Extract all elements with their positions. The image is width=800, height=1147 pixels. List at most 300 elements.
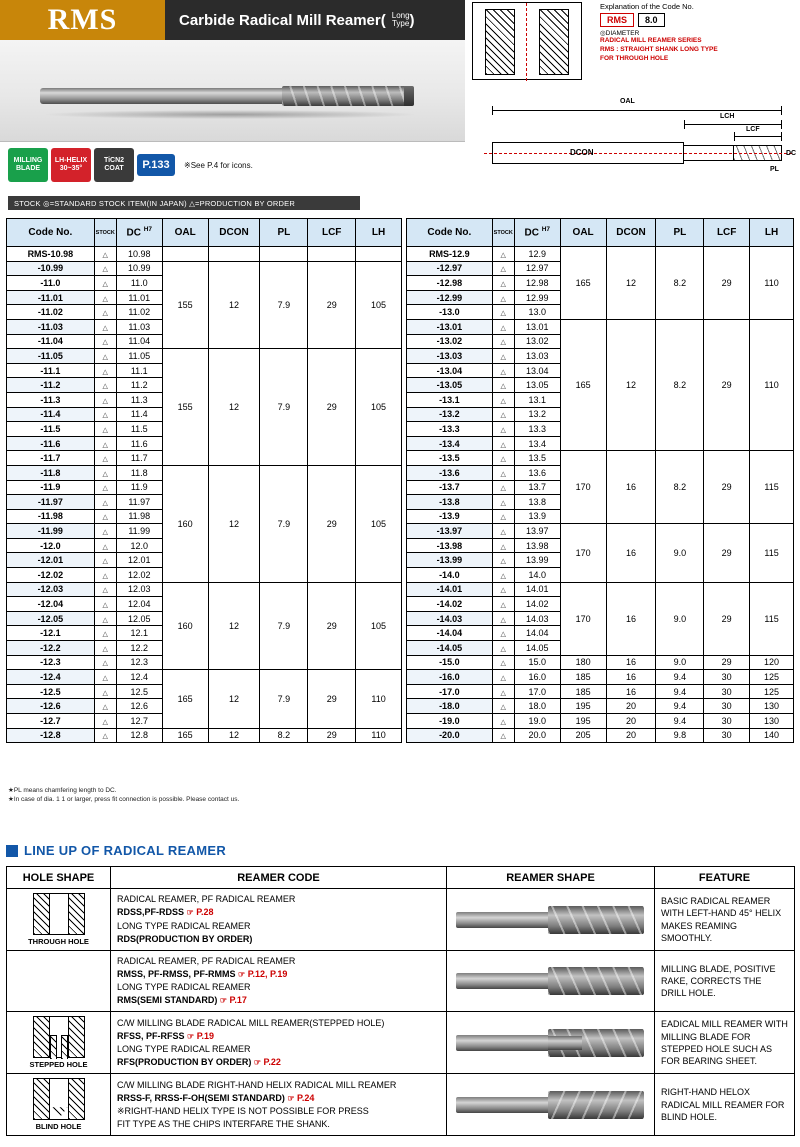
cell-stock: △ — [94, 670, 116, 685]
cell-dc: 12.1 — [116, 626, 162, 641]
col-code-no: Code No. — [7, 219, 95, 247]
cell-dc: 11.05 — [116, 349, 162, 364]
cell-dc: 13.97 — [514, 524, 560, 539]
cell-dc: 14.02 — [514, 597, 560, 612]
cell-lh: 105 — [356, 349, 402, 466]
cell-code-no: -11.02 — [7, 305, 95, 320]
hatch-right — [68, 894, 84, 934]
spec-table-left-body — [7, 247, 402, 743]
lineup-col-hole-shape: HOLE SHAPE — [7, 867, 111, 889]
reamer-shape-photo — [456, 959, 646, 1003]
cell-stock: △ — [492, 276, 514, 291]
cell-dc: 13.05 — [514, 378, 560, 393]
cell-pl: 9.4 — [656, 670, 704, 685]
cell-dc: 17.0 — [514, 684, 560, 699]
cell-dcon: 20 — [606, 699, 656, 714]
cell-dc: 16.0 — [514, 670, 560, 685]
cell-pl: 8.2 — [260, 728, 308, 743]
lineup-col-feature: FEATURE — [655, 867, 795, 889]
cell-dc: 11.01 — [116, 290, 162, 305]
brand-label: RMS — [47, 3, 118, 36]
dim-line-oal — [492, 110, 782, 111]
cell-stock: △ — [94, 626, 116, 641]
cell-dc: 11.9 — [116, 480, 162, 495]
cell-stock: △ — [94, 261, 116, 276]
cell-pl: 7.9 — [260, 670, 308, 728]
reamer-shape-photo — [456, 898, 646, 942]
cell-dc: 11.02 — [116, 305, 162, 320]
reamer-shape-photo — [456, 1021, 646, 1065]
cell-stock: △ — [94, 509, 116, 524]
hole-shape-label: THROUGH HOLE — [28, 937, 89, 946]
cell-code-no: -12.0 — [7, 538, 95, 553]
cell-dc: 12.6 — [116, 699, 162, 714]
cell-stock: △ — [94, 290, 116, 305]
cell-code-no: -13.0 — [407, 305, 493, 320]
cell-code-no: -12.04 — [7, 597, 95, 612]
cell-code-no: -12.05 — [7, 611, 95, 626]
cell-lh: 115 — [750, 524, 794, 582]
table-row — [7, 261, 402, 276]
dim-label-pl: PL — [770, 166, 779, 173]
spec-table-left-wrap — [6, 218, 402, 743]
cell-dc: 12.04 — [116, 597, 162, 612]
cell-code-no: -13.9 — [407, 509, 493, 524]
cell-code-no: -12.98 — [407, 276, 493, 291]
cell-dcon: 12 — [208, 728, 260, 743]
code-line: RRSS-F, RRSS-F-OH(SEMI STANDARD) ☞ P.24 — [117, 1092, 315, 1103]
hole-bottom — [50, 1107, 68, 1119]
section-hatch-left — [485, 9, 515, 75]
cell-lcf: 29 — [308, 349, 356, 466]
code-line: RDS(PRODUCTION BY ORDER) — [117, 933, 253, 944]
cell-pl: 8.2 — [656, 319, 704, 450]
cell-dc: 13.7 — [514, 480, 560, 495]
cell-code-no: -13.3 — [407, 422, 493, 437]
code-explanation — [600, 2, 796, 63]
cell-stock: △ — [492, 436, 514, 451]
cell-dcon: 12 — [208, 582, 260, 670]
cell-code-no: -14.01 — [407, 582, 493, 597]
cell-dc: 13.3 — [514, 422, 560, 437]
code-line: ※RIGHT-HAND HELIX TYPE IS NOT POSSIBLE FOR PRESS — [117, 1105, 369, 1116]
cell-dc: 11.0 — [116, 276, 162, 291]
cell-dc: 11.1 — [116, 363, 162, 378]
cell-code-no: -11.2 — [7, 378, 95, 393]
cell-stock: △ — [492, 378, 514, 393]
pointer-icon: ☞ — [186, 908, 194, 918]
cell-dcon: 16 — [606, 684, 656, 699]
code-line: RFS(PRODUCTION BY ORDER) ☞ P.22 — [117, 1056, 281, 1067]
hatch-left — [34, 894, 50, 934]
table-row — [407, 582, 794, 597]
cell-code-no: -13.01 — [407, 319, 493, 334]
col-lcf: LCF — [704, 219, 750, 247]
cell-lcf: 29 — [704, 582, 750, 655]
cell-oal: 195 — [560, 699, 606, 714]
cell-code-no: -14.02 — [407, 597, 493, 612]
table-row — [407, 684, 794, 699]
product-title-bar — [165, 0, 465, 40]
cell-pl: 8.2 — [656, 247, 704, 320]
cell-dc: 13.0 — [514, 305, 560, 320]
badge-line: P.133 — [142, 158, 170, 171]
cell-stock: △ — [492, 641, 514, 656]
cell-oal: 160 — [162, 465, 208, 582]
page-reference[interactable]: P.19 — [196, 1030, 215, 1041]
code-explanation-series-note — [600, 37, 796, 63]
cell-code-no: -13.5 — [407, 451, 493, 466]
table-row — [407, 728, 794, 743]
cell-code-no: -15.0 — [407, 655, 493, 670]
lineup-feature-cell: EADICAL MILL REAMER WITH MILLING BLADE FOR STEPPED HOLE SUCH AS FOR BEARING SHEET. — [655, 1012, 795, 1074]
table-header-row — [407, 219, 794, 247]
cell-stock: △ — [94, 392, 116, 407]
page-reference[interactable]: P.22 — [263, 1056, 281, 1067]
cell-oal: 180 — [560, 655, 606, 670]
cell-lh: 125 — [750, 670, 794, 685]
spec-table-left — [6, 218, 402, 743]
lineup-reamer-shape-cell — [447, 889, 655, 951]
cell-stock: △ — [492, 524, 514, 539]
cell-dcon: 16 — [606, 655, 656, 670]
reamer-flutes — [548, 906, 644, 934]
through-hole-icon — [33, 893, 85, 935]
table-row — [407, 319, 794, 334]
cell-stock: △ — [94, 538, 116, 553]
cell-code-no: -12.2 — [7, 641, 95, 656]
code-line: LONG TYPE RADICAL REAMER — [117, 1043, 251, 1054]
cell-oal — [162, 247, 208, 262]
dim-tick — [684, 120, 685, 129]
cell-stock: △ — [94, 699, 116, 714]
badge-milling-blade — [8, 148, 48, 182]
cell-lcf: 29 — [308, 261, 356, 349]
cell-lh: 110 — [356, 670, 402, 728]
cell-dc: 12.05 — [116, 611, 162, 626]
cell-dc: 13.03 — [514, 349, 560, 364]
stepped-hole-icon — [33, 1016, 85, 1058]
cell-lcf: 29 — [308, 465, 356, 582]
cell-dc: 10.99 — [116, 261, 162, 276]
code-line: RFSS, PF-RFSS ☞ P.19 — [117, 1030, 215, 1041]
cell-code-no: -11.97 — [7, 495, 95, 510]
code-line: LONG TYPE RADICAL REAMER — [117, 920, 251, 931]
cell-code-no: RMS-10.98 — [7, 247, 95, 262]
cell-stock: △ — [94, 319, 116, 334]
cell-dcon: 12 — [606, 319, 656, 450]
cell-code-no: -13.02 — [407, 334, 493, 349]
brand-badge — [0, 0, 165, 40]
cell-stock: △ — [492, 319, 514, 334]
cell-dc: 11.99 — [116, 524, 162, 539]
cell-pl: 8.2 — [656, 451, 704, 524]
cell-code-no: -14.05 — [407, 641, 493, 656]
cell-dc: 12.3 — [116, 655, 162, 670]
hole-section-drawing — [472, 2, 582, 80]
page-reference[interactable]: P.17 — [229, 995, 247, 1006]
cell-dcon: 12 — [208, 670, 260, 728]
cell-dc: 12.8 — [116, 728, 162, 743]
cell-pl: 9.8 — [656, 728, 704, 743]
cell-stock: △ — [94, 714, 116, 729]
cell-stock: △ — [492, 714, 514, 729]
footnote-line: ★In case of dia. 1 1 or larger, press fit connection is possible. Please contact us. — [8, 796, 240, 804]
cell-dc: 12.01 — [116, 553, 162, 568]
cell-dc: 13.1 — [514, 392, 560, 407]
dim-label-oal: OAL — [620, 98, 635, 105]
cell-oal: 170 — [560, 451, 606, 524]
pointer-icon: ☞ — [253, 1057, 262, 1067]
cell-dc: 11.97 — [116, 495, 162, 510]
cell-lh: 130 — [750, 699, 794, 714]
cell-stock: △ — [492, 509, 514, 524]
cell-stock: △ — [94, 349, 116, 364]
cell-code-no: -20.0 — [407, 728, 493, 743]
lineup-col-reamer-shape: REAMER SHAPE — [447, 867, 655, 889]
reamer-shank — [456, 973, 552, 989]
cell-stock: △ — [492, 699, 514, 714]
code-chip-series: RMS — [600, 13, 634, 27]
cell-dc: 12.7 — [116, 714, 162, 729]
dim-tick — [734, 132, 735, 141]
dim-tick — [781, 132, 782, 141]
cell-dc: 12.0 — [116, 538, 162, 553]
cell-lcf: 29 — [704, 655, 750, 670]
cell-stock: △ — [492, 407, 514, 422]
cell-code-no: -13.1 — [407, 392, 493, 407]
cell-lcf: 29 — [704, 524, 750, 582]
cell-dc: 12.5 — [116, 684, 162, 699]
lineup-feature-cell: BASIC RADICAL REAMER WITH LEFT-HAND 45° HELIX MAKES REAMING SMOOTHLY. — [655, 889, 795, 951]
title-subtype-bottom: Type — [391, 19, 410, 28]
code-explanation-title: Explanation of the Code No. — [600, 2, 694, 11]
hatch-right — [68, 1017, 84, 1057]
code-line: RADICAL REAMER, PF RADICAL REAMER — [117, 956, 296, 966]
lineup-header-row — [7, 867, 795, 889]
page-reference[interactable]: P.24 — [297, 1092, 315, 1103]
cell-lh — [356, 247, 402, 262]
cell-code-no: -17.0 — [407, 684, 493, 699]
step-right — [61, 1035, 68, 1059]
page-reference[interactable]: P.12, P.19 — [247, 969, 288, 980]
col-lcf: LCF — [308, 219, 356, 247]
page-reference[interactable]: P.28 — [196, 907, 214, 918]
lineup-reamer-code-cell — [111, 1012, 447, 1074]
cell-dc: 11.04 — [116, 334, 162, 349]
cell-stock: △ — [94, 363, 116, 378]
cell-stock: △ — [94, 553, 116, 568]
blind-hole-icon — [33, 1078, 85, 1120]
cell-dc: 19.0 — [514, 714, 560, 729]
cell-code-no: -11.1 — [7, 363, 95, 378]
cell-dc: 12.9 — [514, 247, 560, 262]
cell-dc: 13.9 — [514, 509, 560, 524]
cell-stock: △ — [94, 582, 116, 597]
reamer-flutes — [548, 1091, 644, 1119]
table-row — [7, 728, 402, 743]
cell-stock: △ — [94, 641, 116, 656]
cell-code-no: -11.99 — [7, 524, 95, 539]
cell-dc: 12.98 — [514, 276, 560, 291]
cell-code-no: -11.7 — [7, 451, 95, 466]
cell-code-no: -11.8 — [7, 465, 95, 480]
cell-code-no: -12.3 — [7, 655, 95, 670]
cell-code-no: -13.05 — [407, 378, 493, 393]
cell-code-no: -12.6 — [7, 699, 95, 714]
cell-code-no: -11.0 — [7, 276, 95, 291]
cell-oal: 170 — [560, 524, 606, 582]
cell-dc: 11.6 — [116, 436, 162, 451]
page-title: Carbide Radical Mill Reamer — [179, 11, 381, 29]
section-hatch-right — [539, 9, 569, 75]
cell-oal: 155 — [162, 349, 208, 466]
cell-code-no: -13.98 — [407, 538, 493, 553]
code-line: RMSS, PF-RMSS, PF-RMMS ☞ P.12, P.19 — [117, 969, 288, 980]
cell-stock: △ — [492, 670, 514, 685]
cell-code-no: -16.0 — [407, 670, 493, 685]
dim-label-dc: DC — [786, 150, 797, 157]
cell-code-no: -10.99 — [7, 261, 95, 276]
product-header — [0, 0, 465, 40]
feature-badges — [8, 148, 253, 182]
col-dcon: DCON — [606, 219, 656, 247]
cell-stock: △ — [94, 684, 116, 699]
code-note-line: RMS : STRAIGHT SHANK LONG TYPE — [600, 45, 718, 53]
cell-lh: 125 — [750, 684, 794, 699]
lineup-reamer-code-cell — [111, 889, 447, 951]
cell-lh: 115 — [750, 451, 794, 524]
cell-stock: △ — [94, 334, 116, 349]
cell-code-no: -13.04 — [407, 363, 493, 378]
cell-oal: 205 — [560, 728, 606, 743]
cell-lcf: 29 — [704, 451, 750, 524]
reamer-shank — [456, 1097, 552, 1113]
footnote-line: ★PL means chamfering length to DC. — [8, 787, 117, 794]
cell-lh: 105 — [356, 582, 402, 670]
badge-page-ref[interactable] — [137, 154, 175, 176]
cell-dc: 12.02 — [116, 568, 162, 583]
cell-lcf: 30 — [704, 728, 750, 743]
lineup-hole-shape-cell — [7, 1074, 111, 1136]
cell-code-no: -11.5 — [7, 422, 95, 437]
cell-lcf: 29 — [308, 582, 356, 670]
cell-dc: 11.98 — [116, 509, 162, 524]
pointer-icon: ☞ — [238, 970, 246, 980]
code-line: LONG TYPE RADICAL REAMER — [117, 982, 251, 993]
col-pl: PL — [656, 219, 704, 247]
cell-lcf: 29 — [704, 247, 750, 320]
cell-stock: △ — [94, 247, 116, 262]
cell-code-no: -13.8 — [407, 495, 493, 510]
cell-lcf: 30 — [704, 684, 750, 699]
dim-line-lch — [684, 124, 782, 125]
cell-stock: △ — [492, 538, 514, 553]
cell-stock: △ — [94, 436, 116, 451]
cell-dcon: 12 — [208, 261, 260, 349]
cell-dc: 13.99 — [514, 553, 560, 568]
cell-dc: 15.0 — [514, 655, 560, 670]
cell-pl: 7.9 — [260, 582, 308, 670]
cell-dc: 11.5 — [116, 422, 162, 437]
lineup-table — [6, 866, 795, 1136]
dim-line-lcf — [734, 136, 782, 137]
cell-code-no: -13.6 — [407, 465, 493, 480]
cell-oal: 165 — [162, 670, 208, 728]
cell-code-no: -11.9 — [7, 480, 95, 495]
badge-line: 30~35° — [59, 165, 83, 172]
reamer-shank — [456, 1035, 552, 1051]
cell-oal: 185 — [560, 670, 606, 685]
cell-dc: 13.01 — [514, 319, 560, 334]
cell-dcon: 20 — [606, 714, 656, 729]
cell-stock: △ — [492, 480, 514, 495]
cell-stock: △ — [94, 407, 116, 422]
cell-code-no: -19.0 — [407, 714, 493, 729]
badge-note: ※See P.4 for icons. — [184, 160, 253, 170]
cell-lcf: 30 — [704, 699, 750, 714]
reamer-flutes — [548, 967, 644, 995]
stock-legend: STOCK ◎=STANDARD STOCK ITEM(IN JAPAN) △=PRODUCTION BY ORDER — [8, 196, 360, 210]
cell-code-no: -14.0 — [407, 568, 493, 583]
dim-tick — [492, 106, 493, 115]
cell-lh: 110 — [750, 319, 794, 450]
code-note-line: FOR THROUGH HOLE — [600, 54, 669, 62]
dim-tick — [781, 120, 782, 129]
code-note-line: RADICAL MILL REAMER SERIES — [600, 37, 702, 44]
cell-stock: △ — [492, 611, 514, 626]
cell-code-no: -18.0 — [407, 699, 493, 714]
lineup-hole-shape-cell — [7, 951, 111, 1012]
cell-dc: 12.2 — [116, 641, 162, 656]
cell-pl — [260, 247, 308, 262]
cell-dc: 14.05 — [514, 641, 560, 656]
cell-dc: 13.02 — [514, 334, 560, 349]
cell-dc: 11.7 — [116, 451, 162, 466]
cell-stock: △ — [94, 524, 116, 539]
cell-stock: △ — [94, 465, 116, 480]
col-oal: OAL — [560, 219, 606, 247]
lineup-col-reamer-code: REAMER CODE — [111, 867, 447, 889]
cell-stock: △ — [492, 422, 514, 437]
cell-dcon: 12 — [208, 349, 260, 466]
cell-lh: 120 — [750, 655, 794, 670]
cell-code-no: -12.8 — [7, 728, 95, 743]
cell-stock: △ — [94, 422, 116, 437]
col-lh: LH — [750, 219, 794, 247]
cell-stock: △ — [492, 728, 514, 743]
cell-stock: △ — [94, 597, 116, 612]
code-line: FIT TYPE AS THE CHIPS INTERFARE THE SHANK. — [117, 1118, 330, 1129]
cell-lcf: 29 — [308, 670, 356, 728]
lineup-feature-cell: MILLING BLADE, POSITIVE RAKE, CORRECTS THE DRILL HOLE. — [655, 951, 795, 1012]
cell-code-no: -11.3 — [7, 392, 95, 407]
cell-pl: 9.4 — [656, 699, 704, 714]
table-row — [407, 714, 794, 729]
table-row — [7, 670, 402, 685]
lineup-reamer-shape-cell — [447, 1074, 655, 1136]
cell-stock: △ — [492, 684, 514, 699]
table-row — [407, 699, 794, 714]
col-stock: STOCK — [94, 219, 116, 247]
code-chip-diameter: 8.0 — [638, 13, 665, 27]
title-subtype — [392, 12, 410, 29]
table-row — [7, 465, 402, 480]
cell-code-no: -11.04 — [7, 334, 95, 349]
cell-stock: △ — [492, 247, 514, 262]
title-paren-open: ( — [380, 11, 386, 29]
dim-label-lcf: LCF — [746, 126, 760, 133]
